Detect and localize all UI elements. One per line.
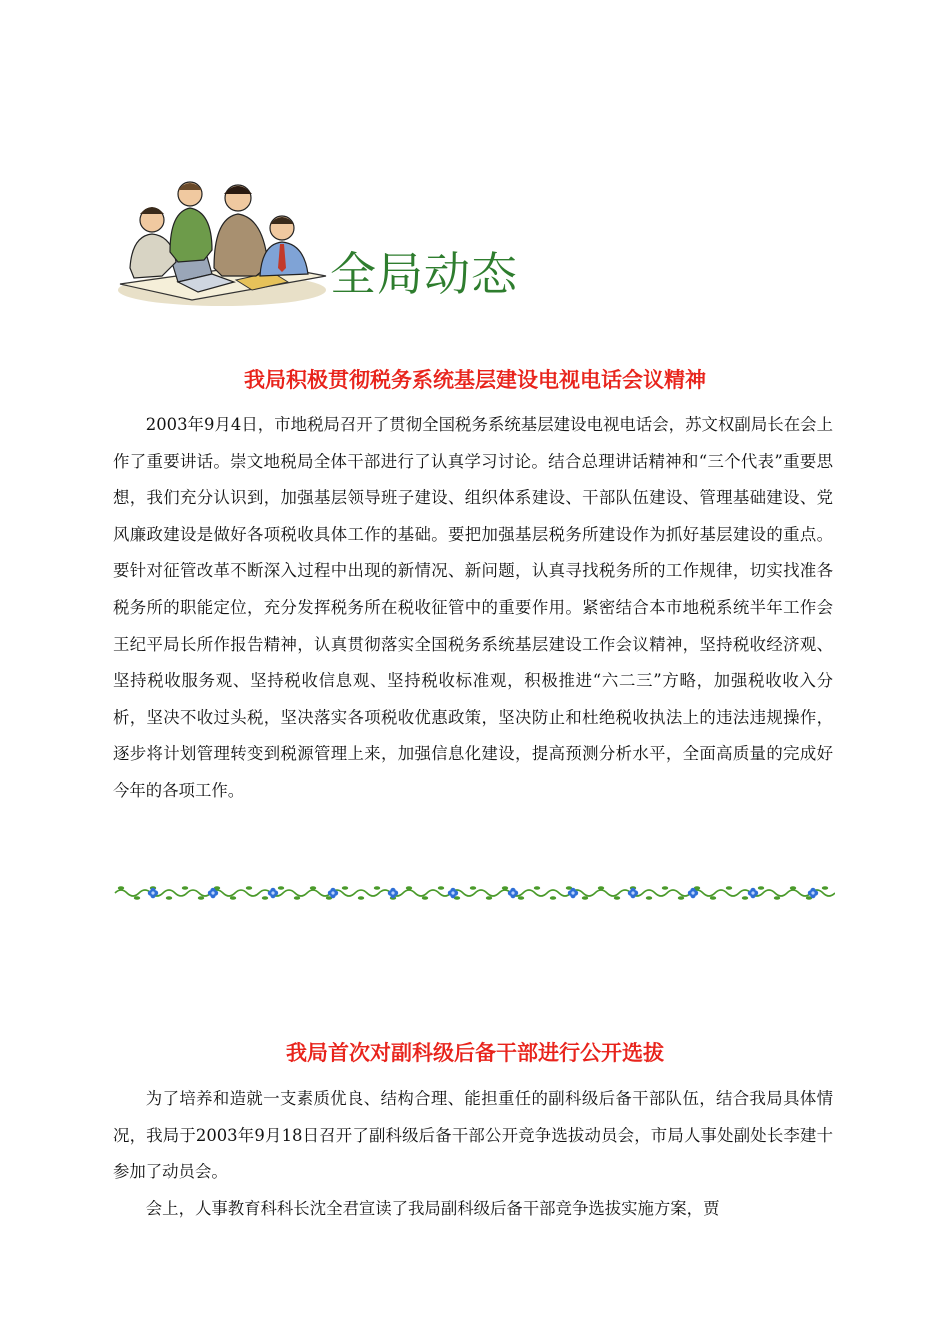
flower-vine-divider — [113, 878, 835, 908]
section-title: 全局动态 — [330, 247, 518, 301]
paragraph: 为了培养和造就一支素质优良、结构合理、能担重任的副科级后备干部队伍，结合我局具体情况，我局于2003年9月18日召开了副科级后备干部公开竞争选拔动员会，市局人事处副处长李建十参加了动员会。 — [113, 1089, 833, 1182]
article-2-headline: 我局首次对副科级后备干部进行公开选拔 — [286, 1041, 664, 1065]
paragraph: 会上，人事教育科科长沈全君宣读了我局副科级后备干部竞争选拔实施方案，贾 — [145, 1198, 720, 1218]
article-1-headline: 我局积极贯彻税务系统基层建设电视电话会议精神 — [244, 368, 706, 392]
office-team-clipart — [112, 172, 334, 308]
paragraph: 2003年9月4日，市地税局召开了贯彻全国税务系统基层建设电视电话会，苏文权副局长在会上作了重要讲话。崇文地税局全体干部进行了认真学习讨论。结合总理讲话精神和“三个代表”重要思想，我们充分认识到，加强基层领导班子建设、组织体系建设、干部队伍建设、管理基础建设、党风廉政建设是做好各项税收具体工作的基础。要把加强基层税务所建设作为抓好基层建设的重点。要针对征管改革不断深入过程中出现的新情况、新问题，认真寻找税务所的工作规律，切实找准各税务所的职能定位，充分发挥税务所在税收征管中的重要作用。紧密结合本市地税系统半年工作会王纪平局长所作报告精神，认真贯彻落实全国税务系统基层建设工作会议精神，坚持税收经济观、坚持税收服务观、坚持税收信息观、坚持税收标准观，积极推进“六二三”方略，加强税收收入分析，坚决不收过头税，坚决落实各项税收优惠政策，坚决防止和杜绝税收执法上的违法违规操作，逐步将计划管理转变到税源管理上来，加强信息化建设，提高预测分析水平，全面高质量的完成好今年的各项工作。 — [113, 415, 833, 800]
article-2-body — [113, 1081, 833, 1227]
article-1-body — [113, 407, 833, 810]
